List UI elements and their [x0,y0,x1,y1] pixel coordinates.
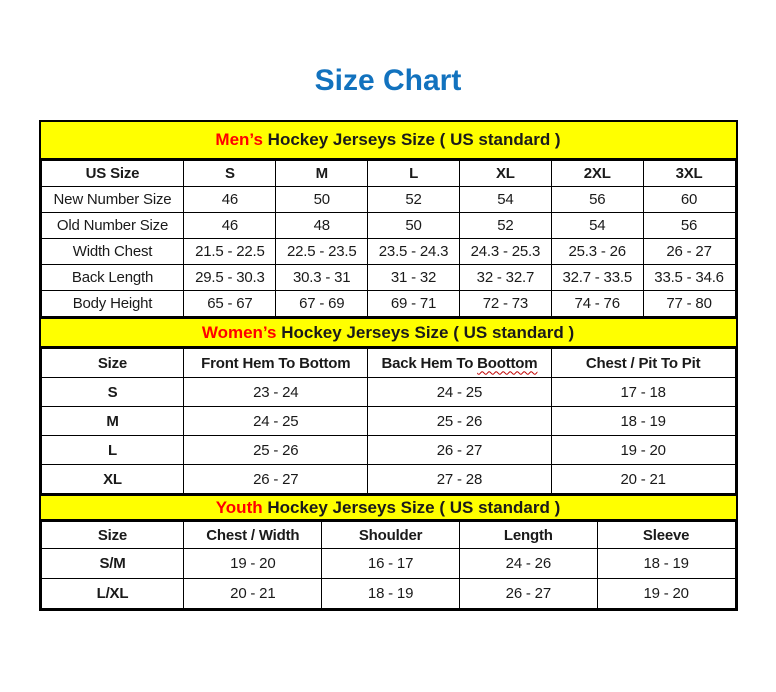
cell: 26 - 27 [368,436,552,465]
heading-text: Hockey Jerseys Size ( US standard ) [262,130,561,149]
column-header: 3XL [643,161,735,187]
womens-size-table [41,348,736,494]
cell: 18 - 19 [322,579,460,609]
cell: 24 - 26 [459,549,597,579]
youth-size-table [41,521,736,609]
column-header: XL [459,161,551,187]
table-row [41,579,735,609]
youth-section-heading [41,494,736,521]
row-label: S/M [41,549,184,579]
table-row [41,213,735,239]
page-title: Size Chart [314,64,462,97]
cell: 27 - 28 [368,465,552,494]
cell: 56 [551,187,643,213]
table-row [41,436,735,465]
heading-highlight: Youth [215,497,263,517]
cell: 16 - 17 [322,549,460,579]
cell: 24 - 25 [368,378,552,407]
row-label: XL [41,465,184,494]
column-header: Length [459,522,597,549]
size-chart [39,120,738,611]
header-row [41,522,735,549]
cell: 46 [184,187,276,213]
mens-section-heading [41,122,736,160]
table-row [41,378,735,407]
column-header-text: Back Hem To [381,354,478,372]
cell: 19 - 20 [184,549,322,579]
cell: 24 - 25 [184,407,368,436]
heading-highlight: Men’s [215,130,263,149]
table-row [41,549,735,579]
cell: 65 - 67 [184,291,276,317]
column-header: 2XL [551,161,643,187]
cell: 21.5 - 22.5 [184,239,276,265]
column-header: Chest / Pit To Pit [551,349,735,378]
column-header: Sleeve [597,522,735,549]
cell: 72 - 73 [459,291,551,317]
section-mens [41,122,736,317]
cell: 77 - 80 [643,291,735,317]
cell: 32 - 32.7 [459,265,551,291]
table-row [41,265,735,291]
column-header: US Size [41,161,184,187]
column-header [368,349,552,378]
row-label: New Number Size [41,187,184,213]
table-row [41,291,735,317]
table-row [41,465,735,494]
cell: 25 - 26 [368,407,552,436]
section-youth [41,494,736,609]
heading-highlight: Women’s [201,322,277,342]
cell: 56 [643,213,735,239]
cell: 20 - 21 [184,579,322,609]
cell: 67 - 69 [276,291,368,317]
table-row [41,407,735,436]
header-row [41,349,735,378]
cell: 20 - 21 [551,465,735,494]
cell: 50 [368,213,460,239]
cell: 29.5 - 30.3 [184,265,276,291]
cell: 32.7 - 33.5 [551,265,643,291]
header-row [41,161,735,187]
row-label: Body Height [41,291,184,317]
womens-section-heading [41,317,736,348]
column-header: L [368,161,460,187]
cell: 22.5 - 23.5 [276,239,368,265]
column-header: Shoulder [322,522,460,549]
cell: 54 [551,213,643,239]
cell: 23 - 24 [184,378,368,407]
cell: 46 [184,213,276,239]
cell: 23.5 - 24.3 [368,239,460,265]
cell: 25 - 26 [184,436,368,465]
cell: 26 - 27 [184,465,368,494]
heading-text: Hockey Jerseys Size ( US standard ) [262,497,561,517]
mens-size-table [41,160,736,317]
cell: 26 - 27 [643,239,735,265]
row-label: Old Number Size [41,213,184,239]
column-header: Chest / Width [184,522,322,549]
table-row [41,239,735,265]
section-womens [41,317,736,494]
column-header: Size [41,522,184,549]
cell: 18 - 19 [597,549,735,579]
column-header: Size [41,349,184,378]
row-label: Width Chest [41,239,184,265]
row-label: L [41,436,184,465]
row-label: Back Length [41,265,184,291]
cell: 52 [368,187,460,213]
cell: 52 [459,213,551,239]
cell: 50 [276,187,368,213]
cell: 60 [643,187,735,213]
row-label: L/XL [41,579,184,609]
cell: 19 - 20 [597,579,735,609]
column-header: S [184,161,276,187]
column-header: Front Hem To Bottom [184,349,368,378]
cell: 18 - 19 [551,407,735,436]
row-label: M [41,407,184,436]
cell: 48 [276,213,368,239]
cell: 24.3 - 25.3 [459,239,551,265]
heading-text: Hockey Jerseys Size ( US standard ) [276,322,575,342]
column-header: M [276,161,368,187]
cell: 19 - 20 [551,436,735,465]
cell: 74 - 76 [551,291,643,317]
cell: 69 - 71 [368,291,460,317]
cell: 33.5 - 34.6 [643,265,735,291]
cell: 31 - 32 [368,265,460,291]
misspelled-word: Boottom [477,354,538,372]
cell: 30.3 - 31 [276,265,368,291]
table-row [41,187,735,213]
cell: 25.3 - 26 [551,239,643,265]
cell: 17 - 18 [551,378,735,407]
cell: 54 [459,187,551,213]
cell: 26 - 27 [459,579,597,609]
row-label: S [41,378,184,407]
